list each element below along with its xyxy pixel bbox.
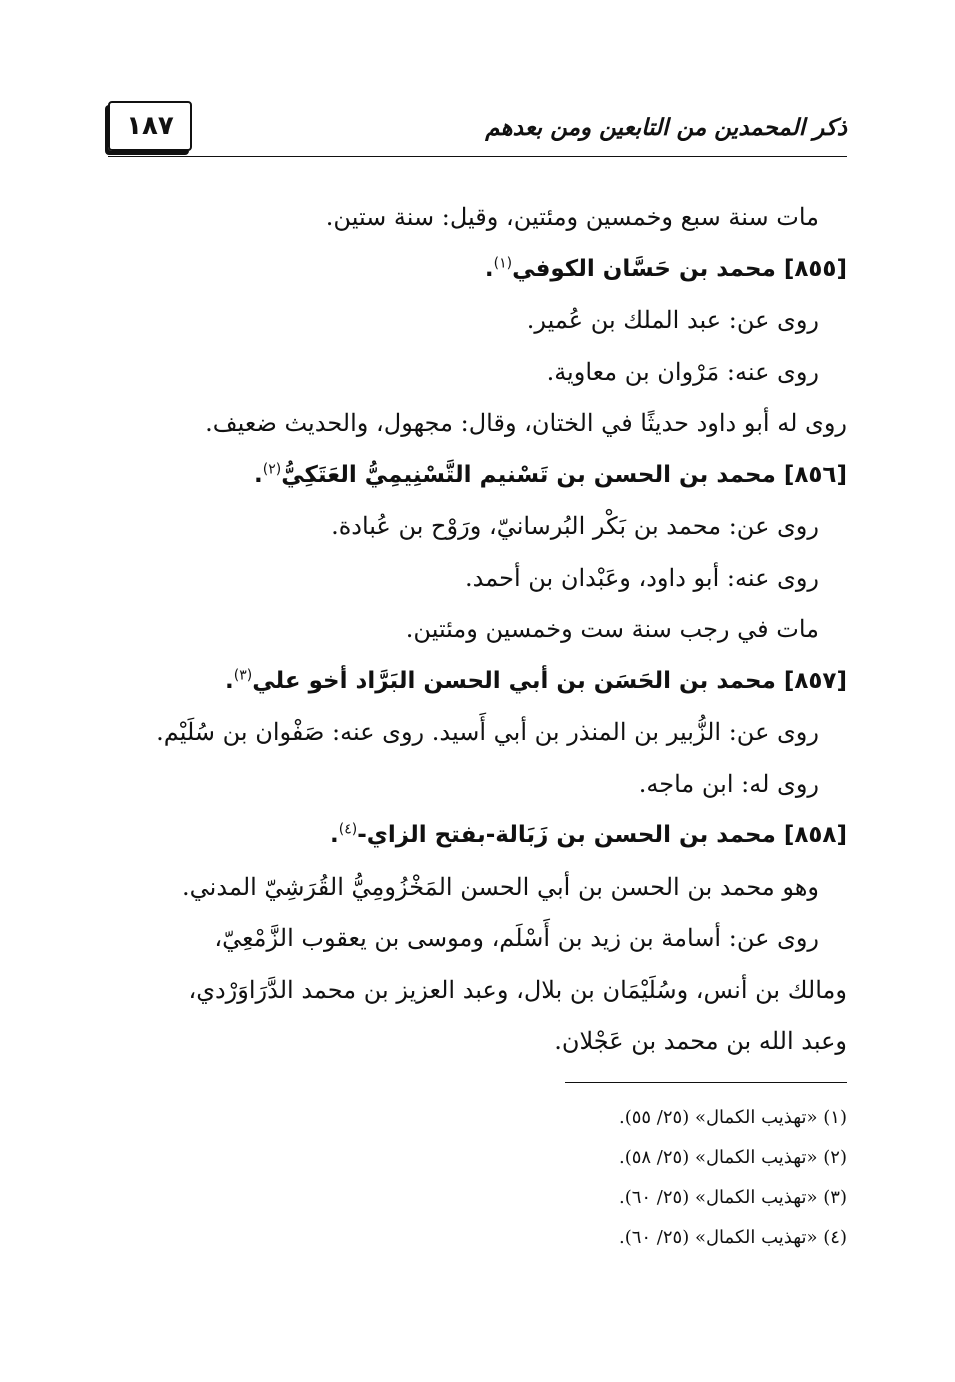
entry-heading-858: [108, 810, 847, 862]
entry-end: .: [484, 255, 494, 282]
footnote: (٤) «تهذيب الكمال» (٢٥/ ٦٠).: [618, 1227, 847, 1248]
entry-end: .: [330, 822, 339, 848]
footnote-ref: (٢): [262, 460, 282, 477]
main-text: [108, 192, 847, 1068]
entry-title: [٨٥٧] محمد بن الحَسَن بن أبي الحسن البَرَّاد أخو علي: [252, 667, 847, 694]
footnote: (٢) «تهذيب الكمال» (٢٥/ ٥٨).: [618, 1147, 847, 1168]
entry-heading-855: [108, 244, 847, 296]
text-line: مات في رجب سنة ست وخمسين ومئتين.: [405, 615, 819, 643]
text-line: روى عن: عبد الملك بن عُمير.: [526, 306, 819, 334]
page-number: ١٨٧: [108, 101, 192, 151]
entry-end: .: [225, 667, 234, 694]
running-title: ذكر المحمدين من التابعين ومن بعدهم: [485, 115, 847, 141]
entry-end: .: [254, 461, 263, 488]
text-line: روى له: ابن ماجه.: [638, 769, 819, 798]
footnote-ref: (٤): [338, 821, 358, 838]
entry-title: [٨٥٦] محمد بن الحسن بن تَسْنيم التَّسْنِيمِيُّ العَتَكِيُّ: [281, 461, 847, 488]
entry-heading-857: [108, 656, 847, 708]
entry-heading-856: [108, 450, 847, 502]
text-line: مات سنة سبع وخمسين ومئتين، وقيل: سنة ستين.: [325, 203, 819, 231]
footnote-ref: (٣): [233, 666, 253, 683]
text-line: وعبد الله بن محمد بن عَجْلان.: [554, 1027, 847, 1055]
footnote-ref: (١): [493, 254, 513, 271]
text-line: روى عن: الزُّبير بن المنذر بن أبي أَسيد. روى عنه: صَفْوان بن سُلَيْم.: [156, 718, 819, 746]
entry-title: [٨٥٨] محمد بن الحسن بن زَبَالة-بفتح الزاي-: [357, 822, 847, 848]
text-line: روى له أبو داود حديثًا في الختان، وقال: مجهول، والحديث ضعيف.: [205, 409, 847, 437]
footnotes: [108, 1098, 847, 1258]
text-line: روى عنه: مَرْوان بن معاوية.: [546, 357, 819, 386]
entry-title: [٨٥٥] محمد بن حَسَّان الكوفي: [512, 255, 847, 282]
text-line: روى عن: أسامة بن زيد بن أَسْلَم، وموسى بن يعقوب الزَّمْعِيّ،: [214, 924, 819, 952]
footnote-rule: [565, 1082, 847, 1083]
text-line: روى عن: محمد بن بَكْر البُرسانيّ، ورَوْح بن عُبادة.: [331, 512, 819, 540]
footnote: (٣) «تهذيب الكمال» (٢٥/ ٦٠).: [618, 1187, 847, 1208]
text-line: ومالك بن أنس، وسُلَيْمَان بن بلال، وعبد العزيز بن محمد الدَّرَاوَرْدي،: [188, 975, 847, 1004]
footnote: (١) «تهذيب الكمال» (٢٥/ ٥٥).: [618, 1107, 847, 1128]
text-line: وهو محمد بن الحسن بن أبي الحسن المَخْزُومِيُّ القُرَشِيّ المدني.: [182, 872, 819, 901]
header-rule: [108, 156, 847, 157]
text-line: روى عنه: أبو داود، وعَبْدان بن أحمد.: [465, 563, 819, 592]
